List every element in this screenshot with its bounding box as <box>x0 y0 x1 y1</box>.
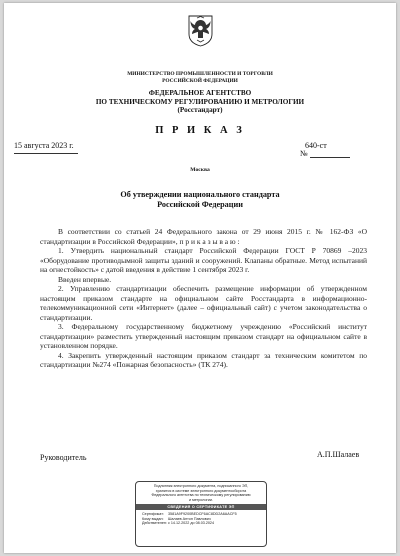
electronic-signature-stamp <box>135 481 267 547</box>
stamp-line: хранится в системе электронного документооборота <box>155 488 247 493</box>
order-heading: П Р И К А З <box>155 125 245 136</box>
stamp-line: Подлинник электронного документа, подписанного ЭП, <box>153 484 249 488</box>
date-underline <box>14 153 78 154</box>
stamp-valid-value: с 14.12.2022 до 08.03.2024 <box>168 521 215 526</box>
title-line: Об утверждении национального стандарта <box>120 190 280 199</box>
order-date: 15 августа 2023 г. <box>14 141 74 150</box>
body-item-4: 4. Закрепить утвержденный настоящим приказом стандарт за техническим комитетом по стандартизации №274 «Пожарная безопасность» (ТК 274). <box>40 350 367 369</box>
title-line: Российской Федерации <box>157 200 243 209</box>
ministry-header <box>4 71 396 84</box>
stamp-valid-label: Действителен: <box>142 521 167 526</box>
order-body <box>40 227 367 370</box>
agency-line: (Росстандарт) <box>177 106 223 115</box>
order-number: 640-ст <box>305 141 327 150</box>
signature-name: А.П.Шалаев <box>317 450 360 459</box>
ministry-line: РОССИЙСКОЙ ФЕДЕРАЦИИ <box>162 77 238 84</box>
document-page <box>4 3 396 553</box>
stamp-cert-value: 3581A9F9200BEDCF6AC8DD2A6AACF5 <box>168 511 237 516</box>
body-item-2: 2. Управлению стандартизации обеспечить размещение информации об утвержденном настоящим приказом стандарте на официальном сайте Росстандарта в информационно-телекоммуникационной сети «Интернет» (далее – официальный сайт) с учетом законодательства о стандартизации. <box>40 284 367 322</box>
stamp-owner-label: Кому выдан: <box>142 516 164 521</box>
body-intro: В соответствии со статьей 24 Федерального закона от 29 июня 2015 г. № 162-ФЗ «О стандартизации в Российской Федерации», п р и к а з ы в а ю : <box>40 227 367 246</box>
stamp-cert-label: Сертификат: <box>142 511 164 516</box>
number-underline <box>310 157 350 158</box>
stamp-valid-row <box>136 521 266 526</box>
stamp-line: и метрологии. <box>189 497 213 502</box>
agency-line: ФЕДЕРАЛЬНОЕ АГЕНТСТВО <box>148 89 252 97</box>
stamp-owner-value: Шалаев Антон Павлович <box>168 516 211 521</box>
order-city: Москва <box>190 167 210 173</box>
body-item-1-note: Введен впервые. <box>58 274 112 284</box>
body-item-3: 3. Федеральному государственному бюджетному учреждению «Российский институт стандартизации» разместить утвержденный настоящим приказом стандарт на официальном сайте в установленном порядке. <box>40 322 367 350</box>
signature-position: Руководитель <box>40 453 87 462</box>
coat-of-arms-icon <box>187 14 214 47</box>
body-item-1: 1. Утвердить национальный стандарт Российской Федерации ГОСТ Р 70869 –2023 «Оборудование противодымной защиты зданий и сооружений. Клапаны обратные. Метод испытаний на огнестойкость» с датой введения в действие 1 сентября 2023 г. <box>40 246 367 274</box>
agency-header <box>4 89 396 115</box>
stamp-band: СВЕДЕНИЯ О СЕРТИФИКАТЕ ЭП <box>136 504 266 510</box>
stamp-line: Федерального агентства по техническому регулированию <box>151 493 251 498</box>
ministry-line: МИНИСТЕРСТВО ПРОМЫШЛЕННОСТИ И ТОРГОВЛИ <box>127 71 273 77</box>
order-title <box>4 190 396 210</box>
number-sign: № <box>300 149 308 158</box>
agency-line: ПО ТЕХНИЧЕСКОМУ РЕГУЛИРОВАНИЮ И МЕТРОЛОГИИ <box>95 97 305 106</box>
